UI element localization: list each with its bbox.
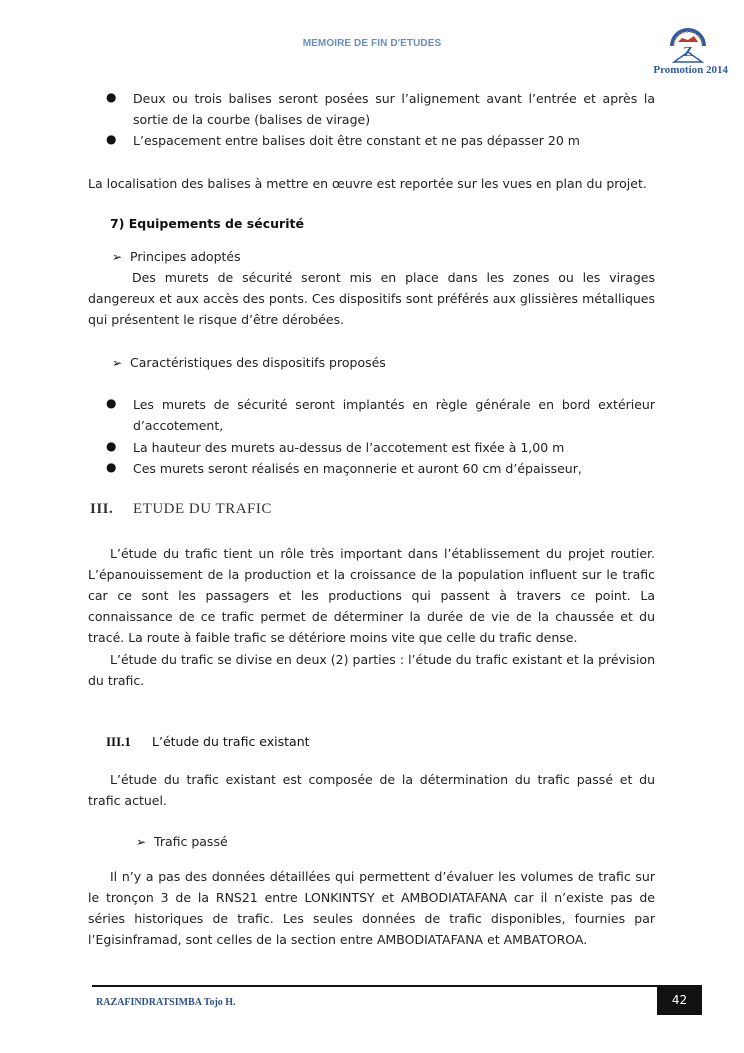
section-title: ETUDE DU TRAFIC xyxy=(133,501,272,517)
paragraph-trafic-existant: L’étude du trafic existant est composée de la détermination du trafic passé et du trafic actuel. xyxy=(88,772,655,808)
paragraph-trafic-passe: Il n’y a pas des données détaillées qui permettent d’évaluer les volumes de trafic sur le tronçon 3 de la RNS21 entre LONKINTSY et AMBODIATAFANA car il n’existe pas de séries historiques de trafic. Les seules données de trafic disponibles, fournies par l’Egisinframad, sont celles de la section entre AMBODIATAFANA et AMBATOROA. xyxy=(88,869,655,947)
bullet-icon: ● xyxy=(106,132,117,146)
bullet-icon: ● xyxy=(106,396,117,410)
list-item: Deux ou trois balises seront posées sur l’alignement avant l’entrée et après la sortie de la courbe (balises de virage) xyxy=(133,91,655,127)
subheading-trafic-passe xyxy=(136,831,228,853)
paragraph-trafic-1: L’étude du trafic tient un rôle très important dans l’établissement du projet routier. L’épanouissement de la production et la croissance de la population influent sur le trafic car ce sont les passagers et les productions qui passent à travers ce point. La connaissance de ce trafic permet de déterminer la durée de vie de la chaussée et du tracé. La route à faible trafic se détériore moins vite que celle du trafic dense. xyxy=(88,546,655,645)
subheading-label: Trafic passé xyxy=(154,834,228,849)
list-item: Les murets de sécurité seront implantés en règle générale en bord extérieur d’accotement, xyxy=(133,397,655,433)
subheading-principes xyxy=(112,246,241,268)
section-number: III.1 xyxy=(106,734,131,749)
subheading-label: Caractéristiques des dispositifs proposés xyxy=(130,355,386,370)
arrow-bullet-icon: ➢ xyxy=(112,250,123,264)
section-number: III. xyxy=(90,501,114,517)
bullet-icon: ● xyxy=(106,90,117,104)
list-item: La hauteur des murets au-dessus de l’accotement est fixée à 1,00 m xyxy=(133,440,565,455)
bullet-icon: ● xyxy=(106,460,117,474)
header-title: MEMOIRE DE FIN D'ETUDES xyxy=(302,38,442,49)
bullet-icon: ● xyxy=(106,439,117,453)
section-title: L’étude du trafic existant xyxy=(152,734,310,749)
paragraph-localisation: La localisation des balises à mettre en œuvre est reportée sur les vues en plan du projet. xyxy=(88,176,647,191)
promotion-label: Promotion 2014 xyxy=(653,64,728,76)
footer-divider xyxy=(92,985,657,987)
arrow-bullet-icon: ➢ xyxy=(112,356,123,370)
subheading-caracteristiques xyxy=(112,352,386,374)
section-heading-iii xyxy=(90,501,272,518)
footer-author: RAZAFINDRATSIMBA Tojo H. xyxy=(96,997,236,1008)
list-item: Ces murets seront réalisés en maçonnerie et auront 60 cm d’épaisseur, xyxy=(133,461,582,476)
section-heading-iii-1 xyxy=(106,734,310,750)
paragraph-principes: Des murets de sécurité seront mis en place dans les zones ou les virages dangereux et aux accès des ponts. Ces dispositifs sont préférés aux glissières métalliques qui présentent le risque d’être dérobées. xyxy=(88,270,655,327)
promotion-logo xyxy=(666,22,710,66)
subheading-label: Principes adoptés xyxy=(130,249,241,264)
list-item: L’espacement entre balises doit être constant et ne pas dépasser 20 m xyxy=(133,133,580,148)
svg-text:Z: Z xyxy=(683,45,693,60)
arrow-bullet-icon: ➢ xyxy=(136,835,147,849)
section-heading-7: 7) Equipements de sécurité xyxy=(110,216,304,231)
page-number: 42 xyxy=(657,985,702,1015)
paragraph-trafic-2: L’étude du trafic se divise en deux (2) parties : l’étude du trafic existant et la prévision du trafic. xyxy=(88,652,655,688)
